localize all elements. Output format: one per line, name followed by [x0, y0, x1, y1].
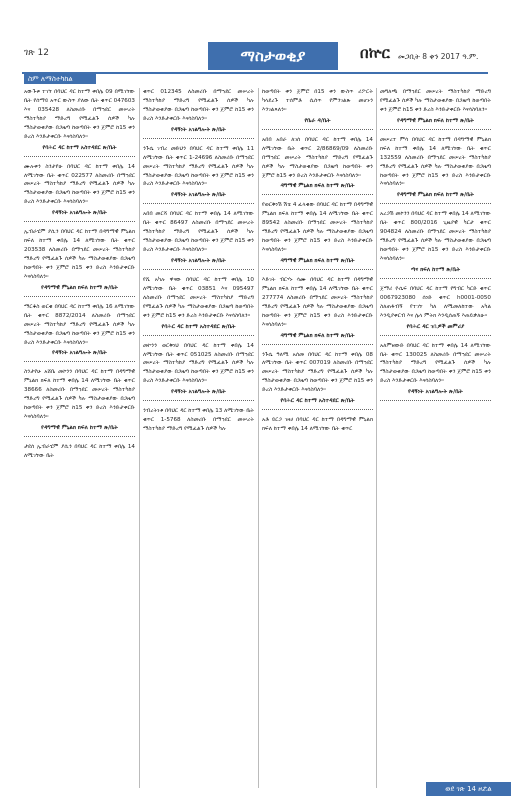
notice-text: አረጋሽ መኮንን በባህር ዳር ከተማ ቀበሌ 14 ለሚገኘው ቤት ቁጥር 800/2016 ጊዜያዊ ካርታ ቁጥር 904824 ለስመሪቡ በማኅደር መሠረት ማስተካከያ ማድረግ የሚፈልጉ ሰዎች ካሉ ማስታወቂያው በጋዜጣ ከወጣበት ቀን ጀምሮ ከ15 ቀን ድረስ እንድታቀርቡ እናሳስባለን፡፡	[380, 211, 491, 262]
notice-issuer: የዳኝነት አገልግሎት ጽ/ቤት	[24, 209, 135, 222]
notice-text: አበበ አበራ ለገሰ በባህር ዳር ከተማ ቀበሌ 14 ለሚገኘው ቤት ቁጥር 2/86869/09 ለስመሪቡ በማኅደር መሠረት ማስተካከያ ማድረግ የሚፈልጉ ሰዎች ካሉ ማስታወቂያው በጋዜጣ ከወጣበት ቀን ጀምሮ ከ15 ቀን ድረስ እንድታቀርቡ እናሳስባለን፡፡	[262, 136, 373, 179]
notice-issuer: የዳኝነት አገልግሎት ጽ/ቤት	[24, 349, 135, 362]
notice-issuer: የዳኝነት አገልግሎት ጽ/ቤት	[143, 257, 254, 270]
column-2	[143, 88, 254, 440]
notice	[24, 368, 135, 437]
notice-text: አበበ መርሻ በባህር ዳር ከተማ ቀበሌ 14 ለሚገኘው ቤት ቁጥር 86497 ለስመሪቡ በማኅደር መሠረት ማስተካከያ ማድረግ የሚፈልጉ ሰዎች ካሉ ማስታወቂያው በጋዜጣ ከወጣበት ቀን ጀምሮ ከ15 ቀን ድረስ እንድታቀርቡ እናሳስባለን፡፡	[143, 211, 254, 254]
notice	[24, 88, 135, 157]
notice-issuer: የቤራ ዳ/ቤት	[262, 117, 373, 130]
notice-text: ኢብራሂም ያሲን በባህር ዳር ከተማ በዳግማዊ ምኒልክ ክፍለ ከተማ ቀበሌ 14 ለሚገኘው ቤት ቁጥር 203538 ለስመሪቡ በማኅደር መሠረት ማስተካከያ ማድረግ የሚፈልጉ ሰዎች ካሉ ማስታወቂያው በጋዜጣ ከወጣበት ቀን ጀምሮ ከ15 ቀን ድረስ እንድታቀርቡ እናሳስባለን፡፡	[24, 229, 135, 280]
notice-issuer: ዳግማዊ ምኒልክ ክፍለ ከተማ ጽ/ቤት	[262, 257, 373, 270]
notice	[143, 407, 254, 434]
notice-text: የሺ አካሉ ዋናው በባህር ዳር ከተማ ቀበሌ 10 ለሚገኘው ቤት ቁጥር 03851 እና 095497 ለስመሪቡ በማኅደር መሠረት ማስተካከያ ማድረግ የሚፈልጉ ሰዎች ካሉ ማስታወቂያው በጋዜጣ ከወጣበት ቀን ጀምሮ ከ15 ቀን ድረስ እንድታቀርቡ እናሳስባለን፡፡	[143, 276, 254, 319]
notice-text: ስንታየሁ አሸቤ መኮንን በባህር ዳር ከተማ በዳግማዊ ምኒልክ ክፍለ ከተማ ቀበሌ 14 ለሚገኘው ቤት ቁጥር 38666 ለስመሪቡ በማኅደር መሠረት ማስተካከያ ማድረግ የሚፈልጉ ሰዎች ካሉ ማስታወቂያው በጋዜጣ ከወጣበት ቀን ጀምሮ ከ15 ቀን ድረስ እንድታቀርቡ እናሳስባለን፡፡	[24, 369, 135, 421]
notice	[143, 276, 254, 336]
notice	[24, 163, 135, 223]
notice-issuer: የባሕር ዳር ከተማ አስተዳደር ጽ/ቤት	[24, 144, 135, 157]
section-label: ስም ለማስተካከል	[24, 74, 96, 84]
issue-date: መጋቢት 8 ቀን 2017 ዓ.ም.	[398, 52, 479, 61]
notice-issuer: ዳግማዊ ምኒልክ ክፍለ ከተማ ጽ/ቤት	[262, 332, 373, 345]
notice	[24, 443, 135, 461]
notice-issuer: የባሕር ዳር ገቢዎች መምሪያ	[380, 323, 491, 336]
notice-text: ንጉሴ ዓለሚ አሰመ በባህር ዳር ከተማ ቀበሌ 08 ለሚገኘው ቤት ቁጥር 007019 ለስመሪቡ በማኅደር መሠረት ማስተካከያ ማድረግ የሚፈልጉ ሰዎች ካሉ ማስታወቂያው በጋዜጣ ከወጣበት ቀን ጀምሮ ከ15 ቀን ድረስ እንድታቀርቡ እናሳስባለን፡፡	[262, 351, 373, 394]
notice-text: ቁጥር 012345 ለስመሪቡ በማኅደር መሠረት ማስተካከያ ማድረግ የሚፈልጉ ሰዎች ካሉ ማስታወቂያው በጋዜጣ ከወጣበት ቀን ጀምሮ ከ15 ቀን ድረስ እንድታቀርቡ እናሳስባለን፡፡	[143, 89, 254, 122]
notice-issuer: ዳግማዊ ምኒልክ ክፍለ ከተማ ጽ/ቤት	[262, 182, 373, 195]
notice-text: ንብረትነቱ በባህር ዳር ከተማ ቀበሌ 13 ለሚገኘው ቤት ቁጥር 1-5768 ለስመሪቡ በማኅደር መሠረት ማስተካከያ ማድረግ የሚፈልጉ ሰዎች ካሉ	[143, 408, 254, 433]
notice	[143, 145, 254, 205]
notice-text: አለምዘውድ በባህር ዳር ከተማ ቀበሌ 14 ለሚገኘው ቤት ቁጥር 130025 ለስመሪቡ በማኅደር መሠረት ማስተካከያ ማድረግ የሚፈልጉ ሰዎች ካሉ ማስታወቂያው በጋዜጣ ከወጣበት ቀን ጀምሮ ከ15 ቀን ድረስ እንድታቀርቡ እናሳስባለን፡፡	[380, 342, 491, 385]
column-divider	[258, 88, 259, 788]
column-divider	[376, 88, 377, 788]
notice-text: መሠረተ ምሳ በባህር ዳር ከተማ በዳግማዊ ምኒልክ ክፍለ ከተማ ቀበሌ 14 ለሚገኘው ቤት ቁጥር 132559 ለስመሪቡ በማኅደር መሠረት ማስተካከያ ማድረግ የሚፈልጉ ሰዎች ካሉ ማስታወቂያው በጋዜጣ ከወጣበት ቀን ጀምሮ ከ15 ቀን ድረስ እንድታቀርቡ እናሳስባለን፡፡	[380, 136, 491, 188]
notice-text: አቶ ይርጋ ገዛሀ በባህር ዳር ከተማ በዳግማዊ ምኒልክ ክፍለ ከተማ ቀበሌ 14 ለሚገኘው ቤት ቁጥር	[262, 417, 373, 433]
page-number: ገጽ 12	[24, 48, 50, 58]
notice-issuer: የዳኝነት አገልግሎት ጽ/ቤት	[143, 126, 254, 139]
notice-issuer: የዳኝነት አገልግሎት ጽ/ቤት	[143, 388, 254, 401]
notice	[143, 88, 254, 139]
notice	[143, 210, 254, 270]
notice-text: ታደሰ ኢብራሂም ያሲን በባህር ዳር ከተማ ቀበሌ 14 ለሚገኘው ቤት	[24, 443, 135, 459]
notice	[24, 303, 135, 363]
notice-issuer: የዳኝነት አገልግሎት ጽ/ቤት	[143, 191, 254, 204]
notice	[262, 201, 373, 270]
column-4	[380, 88, 491, 407]
notice	[262, 276, 373, 345]
notice-text: እድገት ብርሃኑ ሳሙ በባህር ዳር ከተማ በዳግማዊ ምኒልክ ክፍለ ከተማ ቀበሌ 14 ለሚገኘው ቤት ቁጥር 277774 ለስመሪቡ በማኅደር መሠረት ማስተካከያ ማድረግ የሚፈልጉ ሰዎች ካሉ ማስታወቂያው በጋዜጣ ከወጣበት ቀን ጀምሮ ከ15 ቀን ድረስ እንድታቀርቡ እናሳስባለን፡፡	[262, 276, 373, 328]
notice-issuer: ጣና ክፍለ ከተማ ጽ/ቤት	[380, 266, 491, 279]
newspaper-brand: በኵር	[360, 44, 390, 62]
notice-issuer: የዳግማዊ ምኒልክ ክፍለ ከተማ ጽ/ቤት	[380, 117, 491, 130]
notice-text: ጀማሪ ዮሴፍ በባህር ዳር ከተማ የግብር ካርድ ቁጥር 0067923080 ሰነድ ቁጥር h0001-0050 ስለጠፋብኝ የተገኘ ካለ ለሚመለከተው አካል እንዲያቀርብ እና ሌላ ምትክ እንዲሰጠኝ እጠይቃለሁ፡፡	[380, 285, 491, 319]
notice-text: ንጉሴ ገብረ መድህን በባህር ዳር ከተማ ቀበሌ 11 ለሚገኘው ቤት ቁጥር 1-24696 ለስመሪቡ በማኅደር መሠረት ማስተካከያ ማድረግ የሚፈልጉ ሰዎች ካሉ ማስታወቂያው በጋዜጣ ከወጣበት ቀን ጀምሮ ከ15 ቀን ድረስ እንድታቀርቡ እናሳስባለን፡፡	[143, 145, 254, 188]
notice	[262, 88, 373, 130]
notice-issuer: የባሕር ዳር ከተማ አስተዳደር ጽ/ቤት	[262, 397, 373, 410]
notice-text: ማርቆስ ወርቁ በባህር ዳር ከተማ ቀበሌ 16 ለሚገኘው ቤት ቁጥር 8872/2014 ለስመሪቡ በማኅደር መሠረት ማስተካከያ ማድረግ የሚፈልጉ ሰዎች ካሉ ማስታወቂያው በጋዜጣ ከወጣበት ቀን ጀምሮ ከ15 ቀን ድረስ እንድታቀርቡ እናሳስባለን፡፡	[24, 303, 135, 346]
notice-issuer: የባሕር ዳር ከተማ አስተዳደር ጽ/ቤት	[143, 323, 254, 336]
page-header	[0, 0, 511, 72]
notice	[380, 136, 491, 205]
notice-text: ከወጣበት ቀን ጀምሮ በ15 ቀን ውስጥ ሪፖርት ካላደረጉ ተሰምቶ ሲሰጥ የምንገልጽ መሆኑን እንገልጻለን፡፡	[262, 89, 373, 113]
column-3	[262, 88, 373, 440]
notice	[24, 228, 135, 297]
notice	[380, 285, 491, 336]
notice-text: የወርቅነሽ ሽቴ 4 ፈላቂው በባህር ዳር ከተማ በዳግማዊ ምኒልክ ክፍለ ከተማ ቀበሌ 14 ለሚገኘው ቤት ቁጥር 89542 ለስመሪቡ በማኅደር መሠረት ማስተካከያ ማድረግ የሚፈልጉ ሰዎች ካሉ ማስታወቂያው በጋዜጣ ከወጣበት ቀን ጀምሮ ከ15 ቀን ድረስ እንድታቀርቡ እናሳስባለን፡፡	[262, 202, 373, 254]
notice-text: አውጉቱ ተገኘ በባህር ዳር ከተማ ቀበሌ 09 በሚገኘው ቤት የሰማይ አጥር ውስጥ ያለው ቤት ቁጥር 047603 እና 035428 ለስመሪቡ በማኅደር መሠረት ማስተካከያ ማድረግ የሚፈልጉ ሰዎች ካሉ ማስታወቂያው በጋዜጣ ከወጣበት ቀን ጀምሮ ከ15 ቀን ድረስ እንድታቀርቡ እናሳስባለን፡፡	[24, 89, 135, 140]
notice	[262, 136, 373, 196]
notice-issuer: የዳግማዊ ምኒልክ ክፍለ ከተማ ጽ/ቤት	[24, 284, 135, 297]
notice	[380, 88, 491, 130]
notice	[262, 416, 373, 434]
notice	[143, 342, 254, 402]
notice-text: መግለጫ በማኅደር መሠረት ማስተካከያ ማድረግ የሚፈልጉ ሰዎች ካሉ ማስታወቂያው በጋዜጣ ከወጣበት ቀን ጀምሮ ከ15 ቀን ድረስ እንድታቀርቡ እናሳስባለን፡፡	[380, 89, 491, 113]
column-divider	[139, 88, 140, 788]
notice	[262, 351, 373, 411]
notice	[380, 342, 491, 402]
column-1	[24, 88, 135, 467]
notice-issuer: የዳኝነት አገልግሎት ጽ/ቤት	[380, 388, 491, 401]
notice-issuer: የዳግማዊ ምኒልክ ክፍለ ከተማ ጽ/ቤት	[380, 191, 491, 204]
notice-issuer: የዳግማዊ ምኒልክ ክፍለ ከተማ ጽ/ቤት	[24, 424, 135, 437]
notice-text: መኮንን ወርቅነህ በባህር ዳር ከተማ ቀበሌ 14 ለሚገኘው ቤት ቁጥር 051025 ለስመሪቡ በማኅደር መሠረት ማስተካከያ ማድረግ የሚፈልጉ ሰዎች ካሉ ማስታወቂያው በጋዜጣ ከወጣበት ቀን ጀምሮ ከ15 ቀን ድረስ እንድታቀርቡ እናሳስባለን፡፡	[143, 342, 254, 385]
continued-footer: ወደ ገጽ 14 ዞሯል	[426, 782, 511, 796]
notice-text: ሙሉቀን ስንታየሁ በባህር ዳር ከተማ ቀበሌ 14 ለሚገኘው ቤት ቁጥር 022577 ለስመሪቡ በማኅደር መሠረት ማስተካከያ ማድረግ የሚፈልጉ ሰዎች ካሉ ማስታወቂያው በጋዜጣ ከወጣበት ቀን ጀምሮ ከ15 ቀን ድረስ እንድታቀርቡ እናሳስባለን፡፡	[24, 163, 135, 206]
notice	[380, 210, 491, 279]
section-banner: ማስታወቂያ	[208, 42, 338, 70]
